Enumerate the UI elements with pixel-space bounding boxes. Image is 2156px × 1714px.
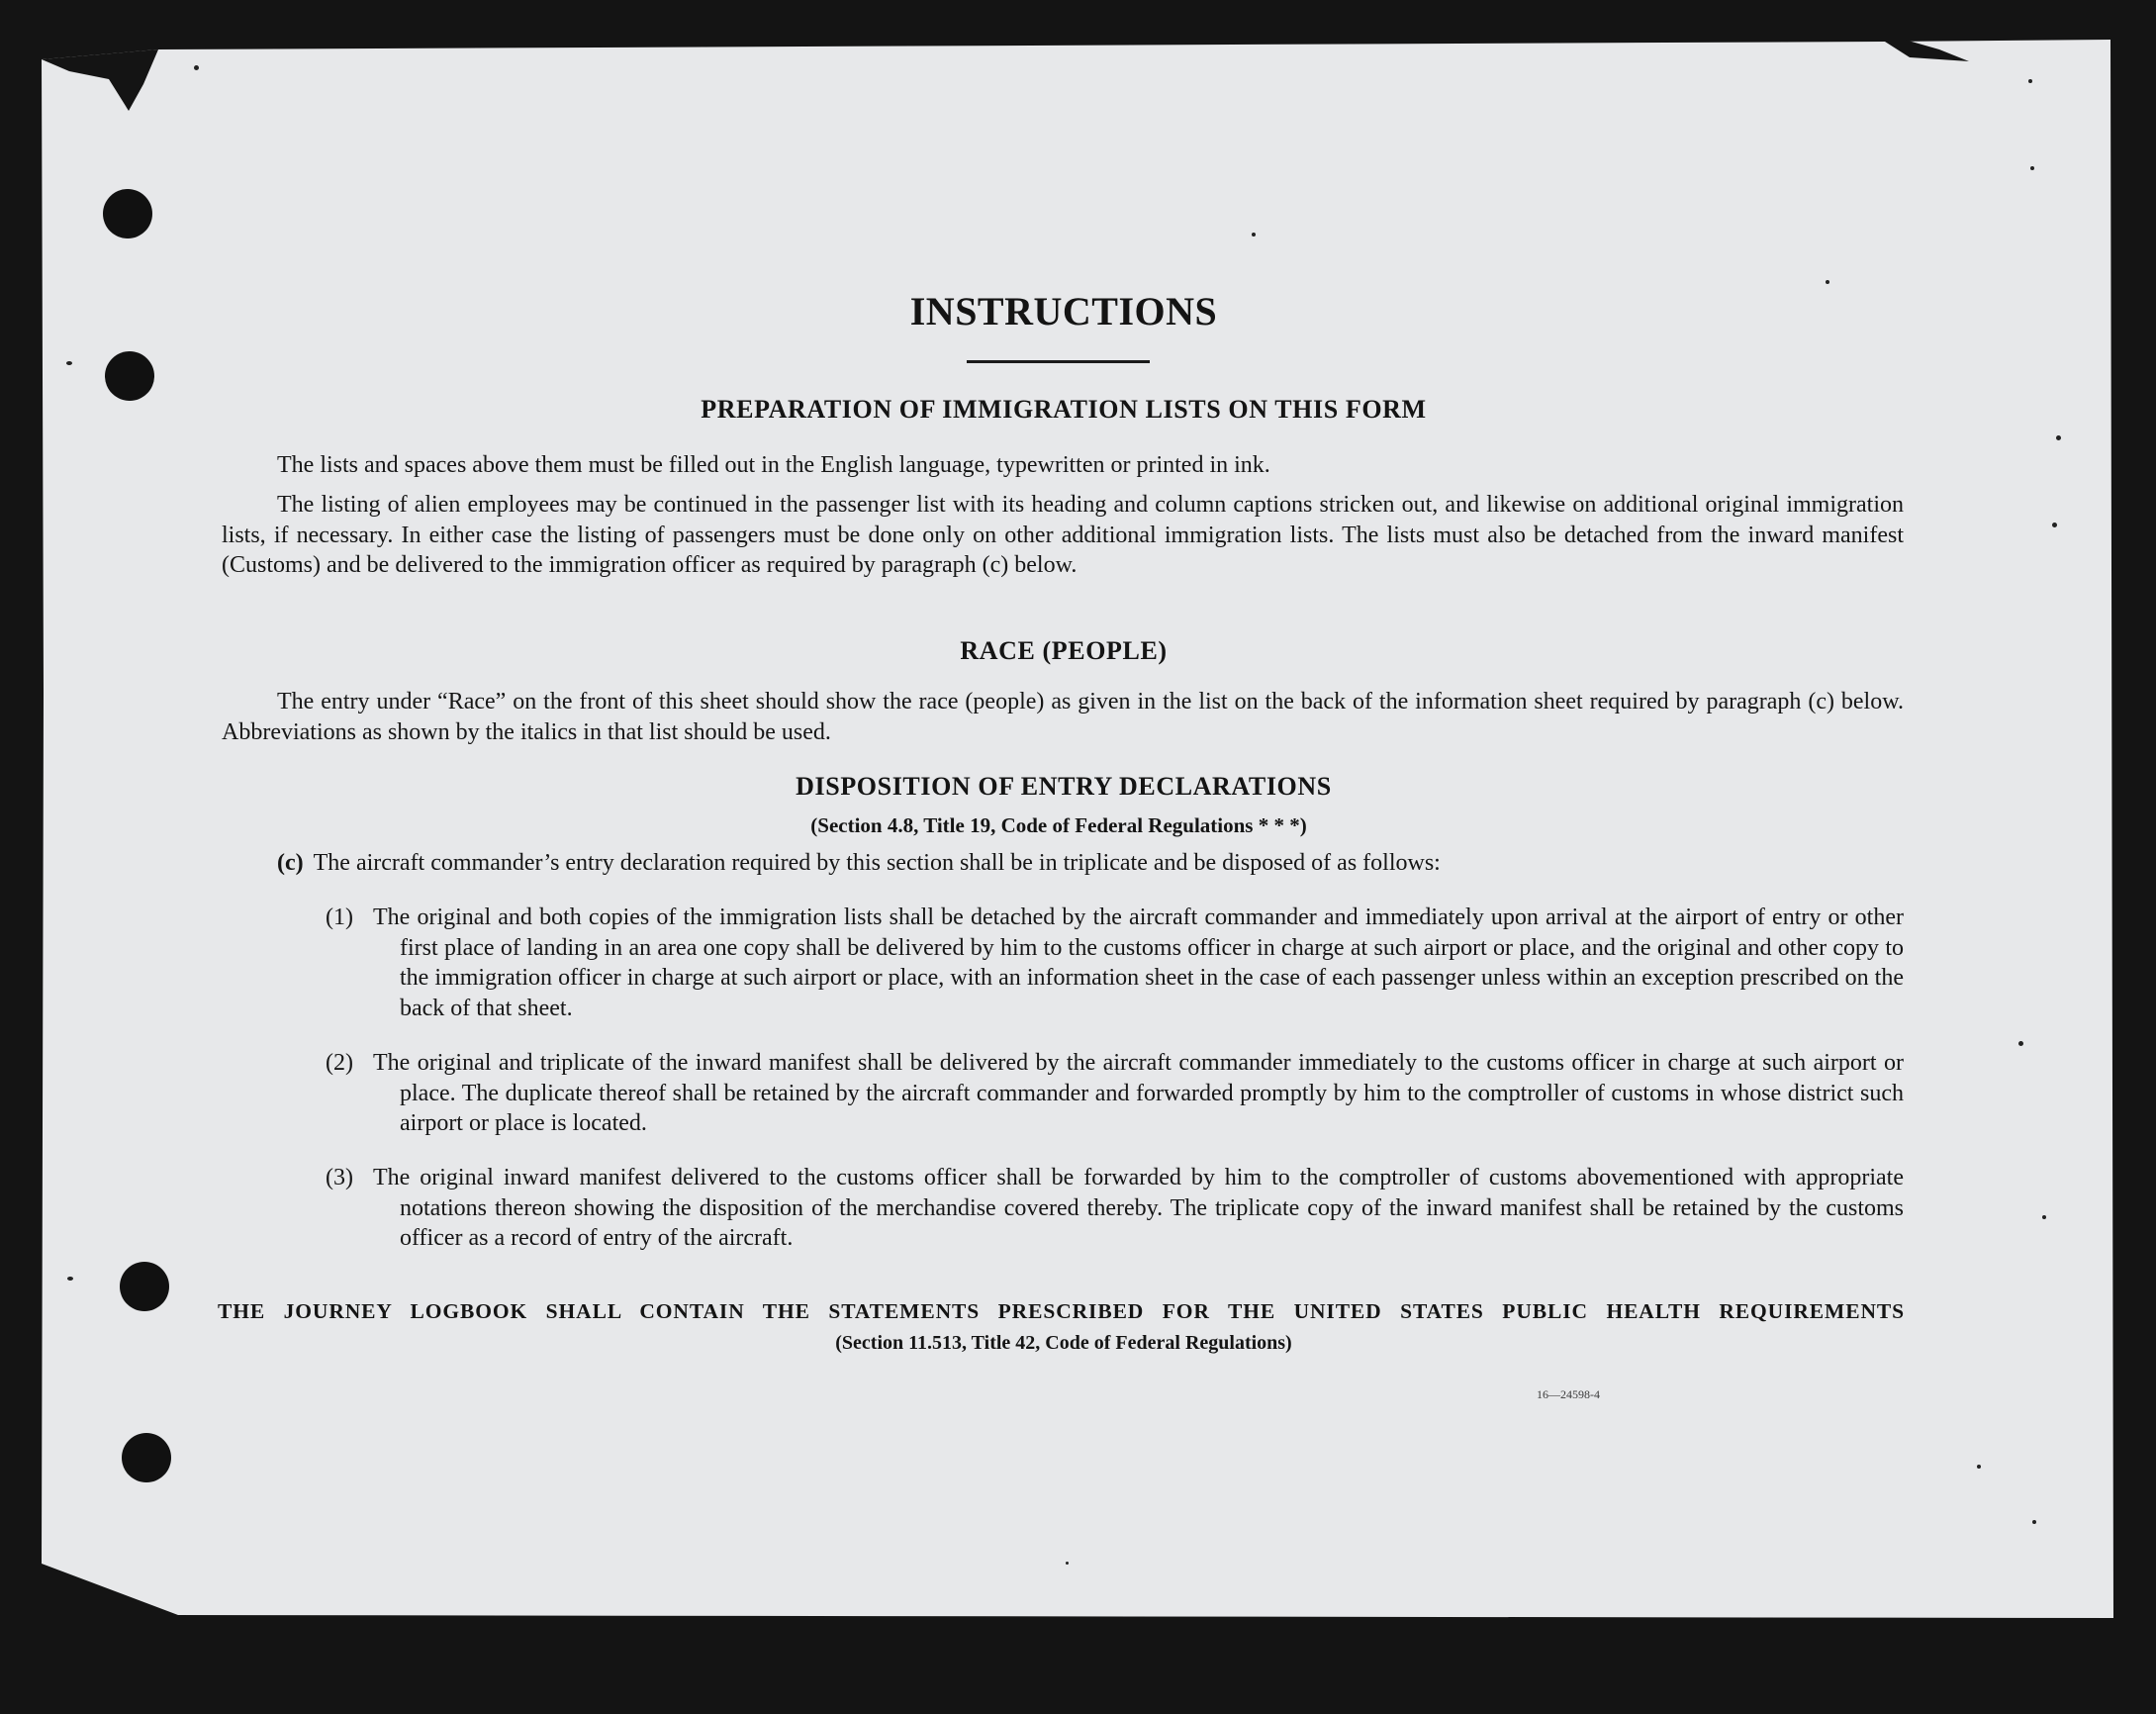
paragraph-alien-employees: The listing of alien employees may be continued in the passenger list with its heading and column captions stricken out, and likewise on additional original immigration lists, if necessary. In either case the listing of passengers must be done only on other additional immigration lists. The lists must also be detached from the inward manifest (Customs) and be delivered to the immigration officer as required by paragraph (c) below. (222, 492, 1904, 578)
speck (2028, 79, 2032, 83)
punch-hole (105, 351, 154, 401)
speck (2042, 1215, 2046, 1219)
speck (66, 361, 72, 365)
paragraph-race-entry: The entry under “Race” on the front of this sheet should show the race (people) as given in the list on the back of the information sheet required by paragraph (c) below. Abbreviations as shown by the italics in that list should be used. (222, 689, 1904, 745)
section-heading-race: RACE (PEOPLE) (960, 636, 1168, 665)
punch-hole (122, 1433, 171, 1482)
item-number: (1) (326, 905, 353, 930)
speck (2018, 1041, 2023, 1046)
section-heading-disposition: DISPOSITION OF ENTRY DECLARATIONS (796, 772, 1332, 801)
paragraph-c-text: The aircraft commander’s entry declaration required by this section shall be in triplicate and be disposed of as follows: (313, 850, 1441, 876)
punch-hole (103, 189, 152, 238)
speck (67, 1277, 73, 1281)
list-item (326, 1048, 1904, 1139)
punch-hole (120, 1262, 169, 1311)
speck (1066, 1562, 1069, 1565)
speck (2052, 523, 2057, 527)
list-item (326, 903, 1904, 1023)
paragraph-english-language: The lists and spaces above them must be filled out in the English language, typewritten or printed in ink. (277, 452, 1270, 478)
form-number: 16—24598-4 (1537, 1387, 1600, 1401)
page-title: INSTRUCTIONS (909, 289, 1218, 333)
footer-citation: (Section 11.513, Title 42, Code of Federal Regulations) (835, 1332, 1292, 1354)
speck (1252, 233, 1256, 237)
list-item (326, 1163, 1904, 1254)
item-number: (2) (326, 1050, 353, 1076)
paragraph-c-intro (277, 848, 1910, 878)
speck (1826, 280, 1829, 284)
item-text: The original and triplicate of the inward manifest shall be delivered by the aircraft commander immediately to the customs officer in charge at such airport or place. The duplicate thereof shall be retained by the aircraft commander and forwarded promptly by him to the comptroller of customs in whose district such airport or place is located. (373, 1050, 1904, 1136)
section-heading-preparation: PREPARATION OF IMMIGRATION LISTS ON THIS FORM (701, 395, 1427, 424)
title-underline (967, 360, 1150, 363)
item-text: The original inward manifest delivered to the customs officer shall be forwarded by him to the comptroller of customs abovementioned with appropriate notations thereon showing the disposition of the merchandise covered thereby. The triplicate copy of the inward manifest shall be retained by the customs officer as a record of entry of the aircraft. (373, 1165, 1904, 1251)
item-number: (3) (326, 1165, 353, 1190)
paragraph-c-label: (c) (277, 850, 304, 876)
speck (194, 65, 199, 70)
speck (2030, 166, 2034, 170)
speck (2056, 435, 2061, 440)
speck (2032, 1520, 2036, 1524)
section-citation: (Section 4.8, Title 19, Code of Federal Regulations * * *) (810, 813, 1307, 837)
item-text: The original and both copies of the immigration lists shall be detached by the aircraft commander and immediately upon arrival at the airport of entry or other first place of landing in an area one copy shall be delivered by him to the customs officer in charge at such airport or place, and the original and other copy to the immigration officer in charge at such airport or place, with an information sheet in the case of each passenger unless within an exception prescribed on the back of that sheet. (373, 905, 1904, 1021)
footer-statement: THE JOURNEY LOGBOOK SHALL CONTAIN THE STATEMENTS PRESCRIBED FOR THE UNITED STATES PUBLIC HEALTH REQUIREMENTS (218, 1299, 1905, 1323)
speck (1977, 1465, 1981, 1469)
